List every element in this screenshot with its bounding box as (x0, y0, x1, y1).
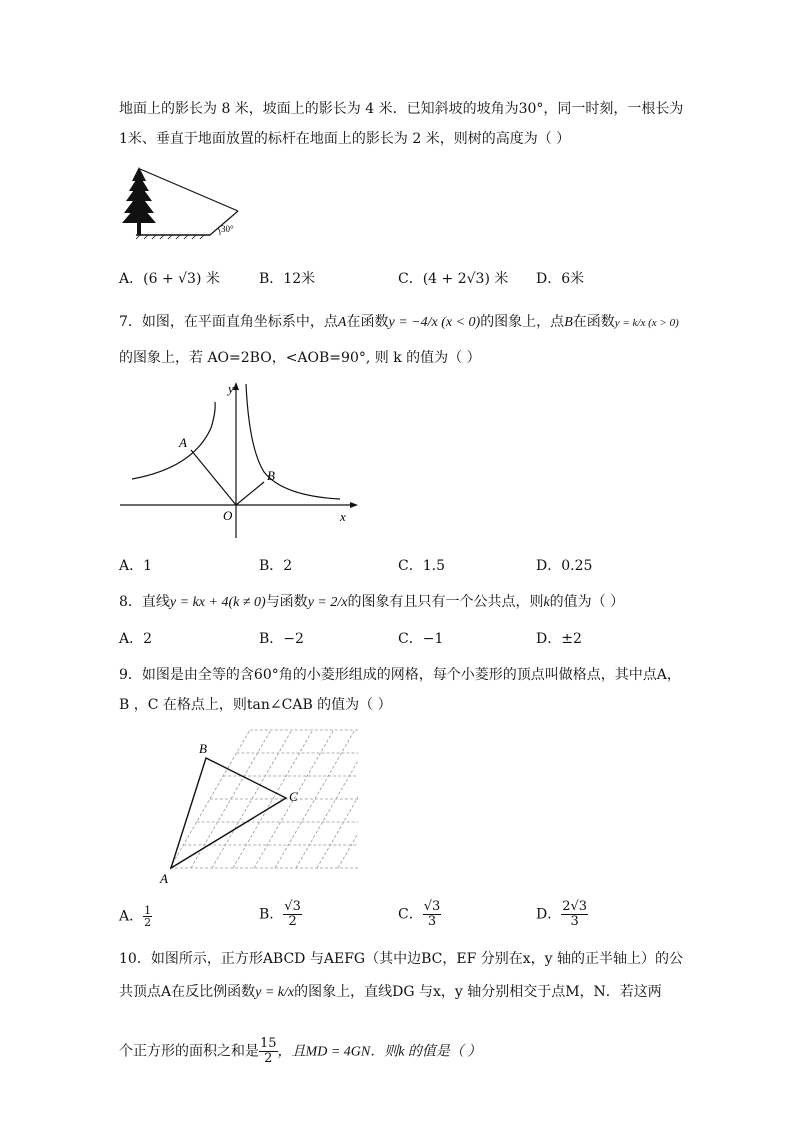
q10-line-3: 个正方形的面积之和是 $\frac{15}{2}$ ，且MD = 4GN．则k 的值是（ ） (119, 1036, 482, 1066)
q7-option-a[interactable]: A．1 (119, 558, 153, 574)
q9-option-c-fraction: $\frac{√3}{3}$ (423, 899, 441, 929)
q7-coordinate-figure (118, 378, 363, 543)
q9-option-b[interactable]: B． $\frac{√3}{2}$ (259, 899, 301, 929)
q7-x-axis-arrow (350, 502, 358, 508)
q9-option-c[interactable]: C． $\frac{√3}{3}$ (398, 899, 441, 929)
q9-option-d-fraction: $\frac{2√3}{3}$ (562, 899, 588, 929)
q8-line-equation: y = kx + 4(k ≠ 0) (169, 595, 266, 610)
q7-option-b[interactable]: B．2 (259, 558, 293, 574)
q10-function: y = k/x (255, 985, 295, 1000)
q6-line-2: 1米、垂直于地面放置的标杆在地面上的影长为 2 米，则树的高度为（ ） (119, 131, 571, 147)
q6-option-d[interactable]: D．6米 (536, 271, 585, 287)
q7-label-a: A (179, 435, 187, 450)
q10-area-fraction: $\frac{15}{2}$ (260, 1036, 277, 1066)
q7-segment-oa (191, 450, 236, 505)
q7-label-y: y (228, 381, 234, 396)
q7-func-1: y = −4/x (x < 0) (388, 315, 481, 330)
q6-tree-icon (122, 167, 156, 223)
q7-label-b: B (267, 468, 275, 483)
q9-option-d[interactable]: D． $\frac{2√3}{3}$ (536, 899, 588, 929)
q7-label-o: O (223, 508, 233, 523)
q6-option-a[interactable]: A．(6 + √3) 米 (119, 271, 220, 287)
q7-option-d[interactable]: D．0.25 (536, 558, 593, 574)
q8-option-a[interactable]: A．2 (119, 631, 153, 647)
q9-line-2: B ，C 在格点上，则tan∠CAB 的值为（ ） (119, 697, 392, 713)
q7-right-curve (246, 384, 340, 499)
q7-left-curve (132, 402, 215, 479)
q9-label-c: C (289, 789, 298, 804)
q6-angle-arc (218, 228, 220, 235)
q9-option-a-fraction: $\frac{1}{2}$ (144, 904, 152, 929)
q8-option-d[interactable]: D．±2 (536, 631, 582, 647)
q7-segment-ob (236, 482, 264, 505)
q9-option-b-fraction: $\frac{√3}{2}$ (284, 899, 301, 929)
q8-option-c[interactable]: C．−1 (398, 631, 444, 647)
q6-angle-label: 30° (221, 224, 234, 234)
q7-label-x: x (340, 509, 346, 524)
q6-tree-slope-figure (118, 165, 248, 240)
q7-line-1: 7．如图，在平面直角坐标系中，点A在函数y = −4/x (x < 0)的图象上，点B在函数y = k/x (x > 0) (119, 314, 679, 330)
q7-func-2: y = k/x (x > 0) (614, 317, 679, 329)
q7-y-axis-arrow (233, 382, 239, 390)
q8-option-b[interactable]: B．−2 (259, 631, 304, 647)
q10-line-1: 10．如图所示，正方形ABCD 与AEFG（其中边BC，EF 分别在x，y 轴的正半轴上）的公 (119, 951, 683, 967)
q9-line-1: 9．如图是由全等的含60°角的小菱形组成的网格，每个小菱形的顶点叫做格点，其中点A， (119, 667, 681, 683)
q6-option-b[interactable]: B．12米 (259, 271, 316, 287)
q10-line-2: 共顶点A在反比例函数y = k/x的图象上，直线DG 与x，y 轴分别相交于点M，N．若这两 (119, 984, 662, 1000)
q9-label-a: A (160, 871, 168, 886)
q6-line-1: 地面上的影长为 8 米，坡面上的影长为 4 米．已知斜坡的坡角为30°，同一时刻，一根长为 (119, 101, 684, 117)
q7-line-2: 的图象上，若 AO=2BO，<AOB=90°, 则 k 的值为（ ） (119, 350, 481, 366)
q9-triangle-abc (171, 758, 286, 868)
q6-sun-ray (140, 169, 238, 211)
q9-label-b: B (199, 741, 207, 756)
q6-option-c[interactable]: C．(4 + 2√3) 米 (398, 271, 509, 287)
q9-option-a[interactable]: A． $\frac{1}{2}$ (119, 904, 152, 929)
q7-option-c[interactable]: C．1.5 (398, 558, 445, 574)
q9-rhombus-grid-figure (118, 728, 358, 888)
q8-line: 8．直线y = kx + 4(k ≠ 0)与函数y = 2/x的图象有且只有一个公共点，则k的值为（ ） (119, 594, 625, 610)
q8-function-equation: y = 2/x (307, 595, 348, 610)
